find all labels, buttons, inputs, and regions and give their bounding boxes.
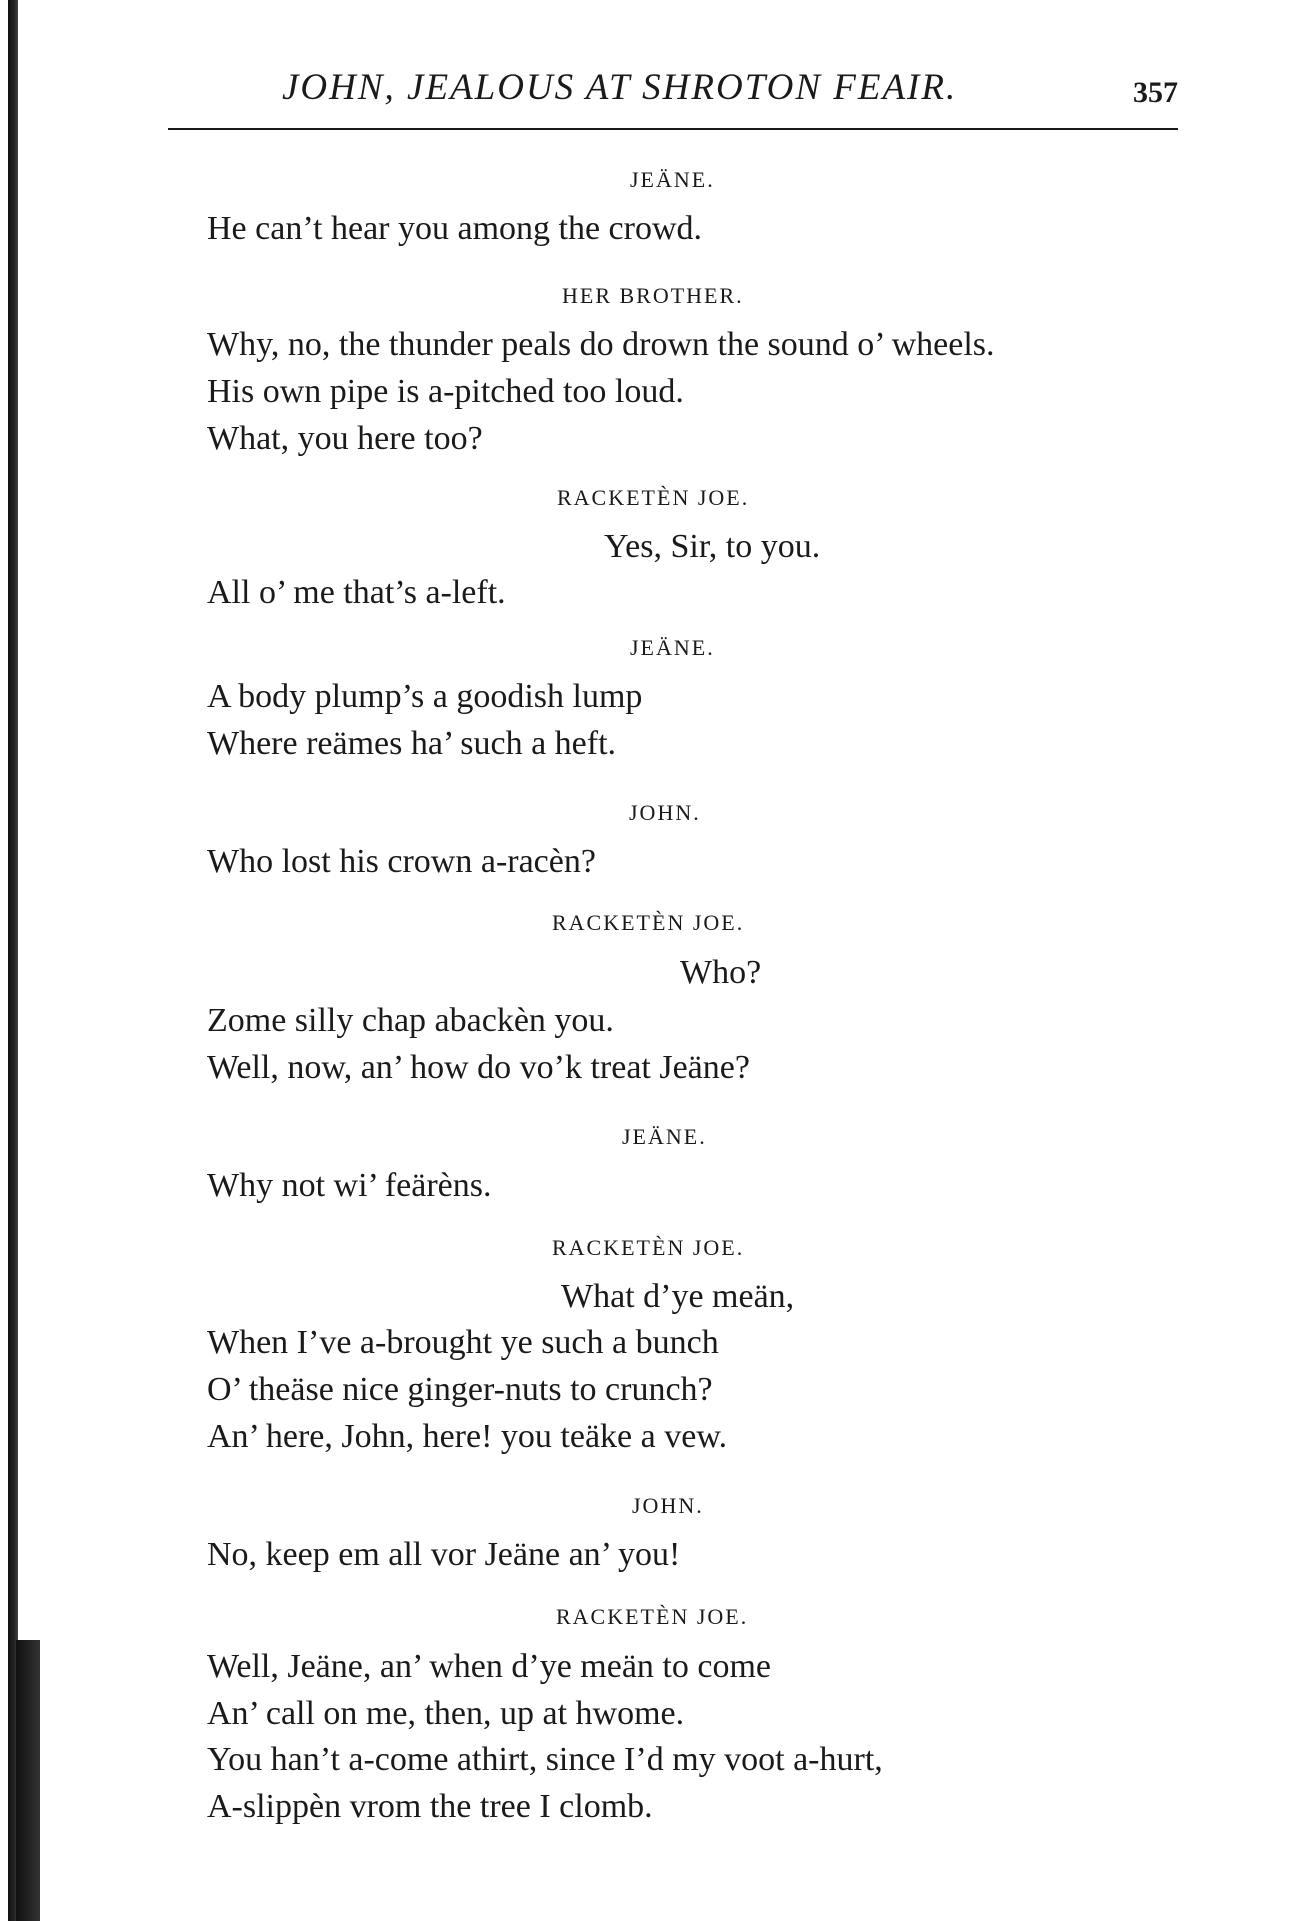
verse-line: Who lost his crown a-racèn?: [207, 843, 596, 880]
verse-line: All o’ me that’s a-left.: [207, 574, 506, 611]
verse-line: O’ theäse nice ginger-nuts to crunch?: [207, 1371, 713, 1408]
verse-line: His own pipe is a-pitched too loud.: [207, 373, 684, 410]
verse-line: A-slippèn vrom the tree I clomb.: [207, 1788, 653, 1825]
verse-line: A body plump’s a goodish lump: [207, 678, 643, 715]
verse-line: Yes, Sir, to you.: [604, 528, 821, 565]
book-binding-shadow: [16, 1640, 40, 1921]
speaker-label: RACKETÈN JOE.: [552, 1235, 745, 1260]
verse-line: Why not wi’ feärèns.: [207, 1167, 492, 1204]
verse-line: Where reämes ha’ such a heft.: [207, 725, 617, 762]
speaker-label: RACKETÈN JOE.: [557, 485, 750, 510]
speaker-label: JEÄNE.: [622, 1124, 707, 1149]
verse-line: What, you here too?: [207, 420, 483, 457]
speaker-label: JEÄNE.: [630, 635, 715, 660]
verse-line: Why, no, the thunder peals do drown the sound o’ wheels.: [207, 326, 995, 363]
speaker-label: JOHN.: [632, 1493, 704, 1518]
verse-line: An’ call on me, then, up at hwome.: [207, 1695, 685, 1732]
verse-line: Well, now, an’ how do vo’k treat Jeäne?: [207, 1049, 750, 1086]
verse-line: An’ here, John, here! you teäke a vew.: [207, 1418, 728, 1455]
verse-line: Who?: [680, 954, 762, 991]
speaker-label: JOHN.: [629, 800, 701, 825]
verse-line: When I’ve a-brought ye such a bunch: [207, 1324, 719, 1361]
header-rule: [168, 128, 1178, 130]
speaker-label: RACKETÈN JOE.: [556, 1604, 749, 1629]
speaker-label: JEÄNE.: [630, 167, 715, 192]
page-header: [168, 66, 1178, 116]
verse-line: No, keep em all vor Jeäne an’ you!: [207, 1536, 681, 1573]
speaker-label: RACKETÈN JOE.: [552, 910, 745, 935]
page-number: 357: [1133, 76, 1178, 109]
book-binding-edge: [8, 0, 18, 1921]
verse-line: Well, Jeäne, an’ when d’ye meän to come: [207, 1648, 772, 1685]
verse-line: You han’t a-come athirt, since I’d my voot a-hurt,: [207, 1741, 883, 1778]
running-title: JOHN, JEALOUS AT SHROTON FEAIR.: [282, 67, 958, 108]
verse-line: He can’t hear you among the crowd.: [207, 210, 703, 247]
verse-line: Zome silly chap abackèn you.: [207, 1002, 614, 1039]
speaker-label: HER BROTHER.: [562, 283, 744, 308]
verse-line: What d’ye meän,: [561, 1278, 795, 1315]
